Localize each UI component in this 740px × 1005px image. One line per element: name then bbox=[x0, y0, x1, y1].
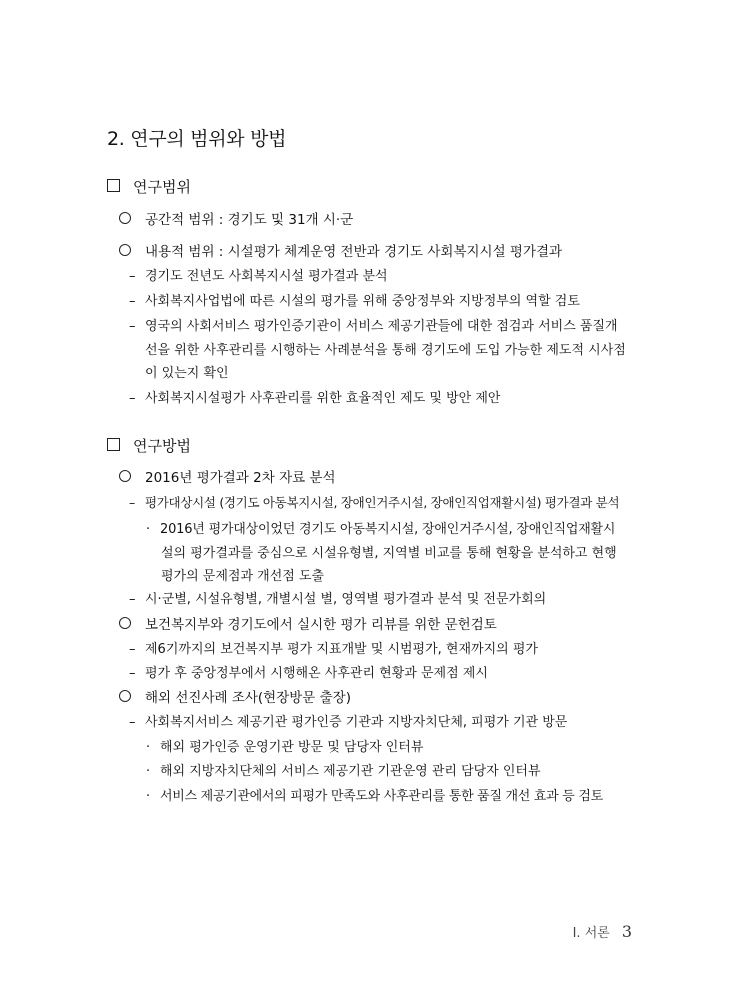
dash-marker: – bbox=[129, 319, 136, 334]
circle-icon bbox=[119, 690, 131, 702]
method-item-2-text: 보건복지부와 경기도에서 실시한 평가 리뷰를 위한 문헌검토 bbox=[145, 617, 497, 633]
method-item-2-sub-2 bbox=[129, 662, 488, 681]
method-heading bbox=[107, 435, 191, 456]
footer-section: Ⅰ. 서론 bbox=[572, 926, 610, 941]
square-icon bbox=[107, 438, 120, 451]
scope-item-spatial bbox=[119, 208, 353, 228]
page-number: 3 bbox=[621, 922, 632, 941]
method-item-1-bullet-line-3: 평가의 문제점과 개선점 도출 bbox=[161, 569, 325, 584]
method-heading-text: 연구방법 bbox=[133, 437, 191, 455]
method-item-2-sub-1 bbox=[129, 638, 538, 657]
method-item-2-sub-2-text: 평가 후 중앙정부에서 시행해온 사후관리 현황과 문제점 제시 bbox=[145, 666, 488, 681]
method-item-3 bbox=[119, 686, 351, 706]
scope-sub-3-line-3: 이 있는지 확인 bbox=[145, 366, 229, 381]
method-item-1-sub-1 bbox=[129, 493, 619, 511]
dash-marker: – bbox=[129, 642, 136, 657]
method-item-1-bullet bbox=[146, 518, 615, 537]
method-item-2-sub-1-text: 제6기까지의 보건복지부 평가 지표개발 및 시범평가, 현재까지의 평가 bbox=[145, 642, 538, 657]
scope-sub-3 bbox=[129, 315, 618, 334]
scope-item-content bbox=[119, 240, 562, 260]
scope-sub-3-text: 영국의 사회서비스 평가인증기관이 서비스 제공기관들에 대한 점검과 서비스 품질개 bbox=[145, 319, 618, 334]
bullet-marker: · bbox=[146, 789, 150, 804]
method-item-1 bbox=[119, 466, 336, 486]
method-item-3-bullet-2 bbox=[146, 760, 541, 779]
method-item-3-bullet-1 bbox=[146, 736, 423, 755]
scope-heading-text: 연구범위 bbox=[133, 178, 191, 196]
page-footer bbox=[573, 922, 632, 941]
method-item-1-sub-2-text: 시·군별, 시설유형별, 개별시설 별, 영역별 평가결과 분석 및 전문가회의 bbox=[145, 592, 547, 607]
dash-marker: – bbox=[129, 294, 136, 309]
scope-sub-4-text: 사회복지시설평가 사후관리를 위한 효율적인 제도 및 방안 제안 bbox=[145, 391, 501, 406]
circle-icon bbox=[119, 470, 131, 482]
bullet-marker: · bbox=[146, 764, 151, 779]
method-item-3-sub-1-text: 사회복지서비스 제공기관 평가인증 기관과 지방자치단체, 피평가 기관 방문 bbox=[145, 715, 568, 730]
scope-sub-2 bbox=[129, 290, 580, 309]
dash-marker: – bbox=[129, 391, 136, 406]
dash-marker: – bbox=[129, 269, 136, 284]
method-item-3-bullet-3 bbox=[146, 785, 603, 804]
method-item-2 bbox=[119, 613, 497, 633]
scope-item-spatial-text: 공간적 범위 : 경기도 및 31개 시·군 bbox=[145, 212, 354, 228]
method-item-3-bullet-2-text: 해외 지방자치단체의 서비스 제공기관 기관운영 관리 담당자 인터뷰 bbox=[160, 764, 541, 779]
bullet-marker: · bbox=[146, 740, 151, 755]
scope-sub-1-text: 경기도 전년도 사회복지시설 평가결과 분석 bbox=[145, 269, 388, 284]
section-title: 2. 연구의 범위와 방법 bbox=[107, 128, 287, 150]
method-item-1-text: 2016년 평가결과 2차 자료 분석 bbox=[145, 470, 336, 486]
square-icon bbox=[107, 179, 120, 192]
method-item-1-bullet-text: 2016년 평가대상이었던 경기도 아동복지시설, 장애인거주시설, 장애인직업재활시 bbox=[160, 522, 616, 537]
scope-item-content-text: 내용적 범위 : 시설평가 체계운영 전반과 경기도 사회복지시설 평가결과 bbox=[145, 244, 563, 260]
method-item-3-bullet-1-text: 해외 평가인증 운영기관 방문 및 담당자 인터뷰 bbox=[160, 740, 424, 755]
method-item-3-bullet-3-text: 서비스 제공기관에서의 피평가 만족도와 사후관리를 통한 품질 개선 효과 등 검토 bbox=[160, 789, 603, 804]
method-item-1-bullet-line-2: 설의 평가결과를 중심으로 시설유형별, 지역별 비교를 통해 현황을 분석하고 현행 bbox=[161, 546, 617, 561]
circle-icon bbox=[119, 212, 131, 224]
circle-icon bbox=[119, 617, 131, 629]
scope-sub-4 bbox=[129, 387, 500, 406]
scope-sub-3-line-2: 선을 위한 사후관리를 시행하는 사례분석을 통해 경기도에 도입 가능한 제도적 시사점 bbox=[145, 343, 626, 358]
method-item-1-sub-1-text: 평가대상시설 (경기도 아동복지시설, 장애인거주시설, 장애인직업재활시설) 평가결과 분석 bbox=[145, 495, 620, 510]
bullet-marker: · bbox=[146, 522, 150, 537]
circle-icon bbox=[119, 244, 131, 256]
method-item-1-sub-2 bbox=[129, 588, 546, 607]
dash-marker: – bbox=[129, 666, 136, 681]
scope-heading bbox=[107, 176, 191, 197]
dash-marker: – bbox=[129, 495, 135, 510]
scope-sub-1 bbox=[129, 265, 388, 284]
dash-marker: – bbox=[129, 715, 136, 730]
scope-sub-2-text: 사회복지사업법에 따른 시설의 평가를 위해 중앙정부와 지방정부의 역할 검토 bbox=[145, 294, 580, 309]
dash-marker: – bbox=[129, 592, 136, 607]
method-item-3-text: 해외 선진사례 조사(현장방문 출장) bbox=[145, 690, 351, 706]
method-item-3-sub-1 bbox=[129, 711, 567, 730]
